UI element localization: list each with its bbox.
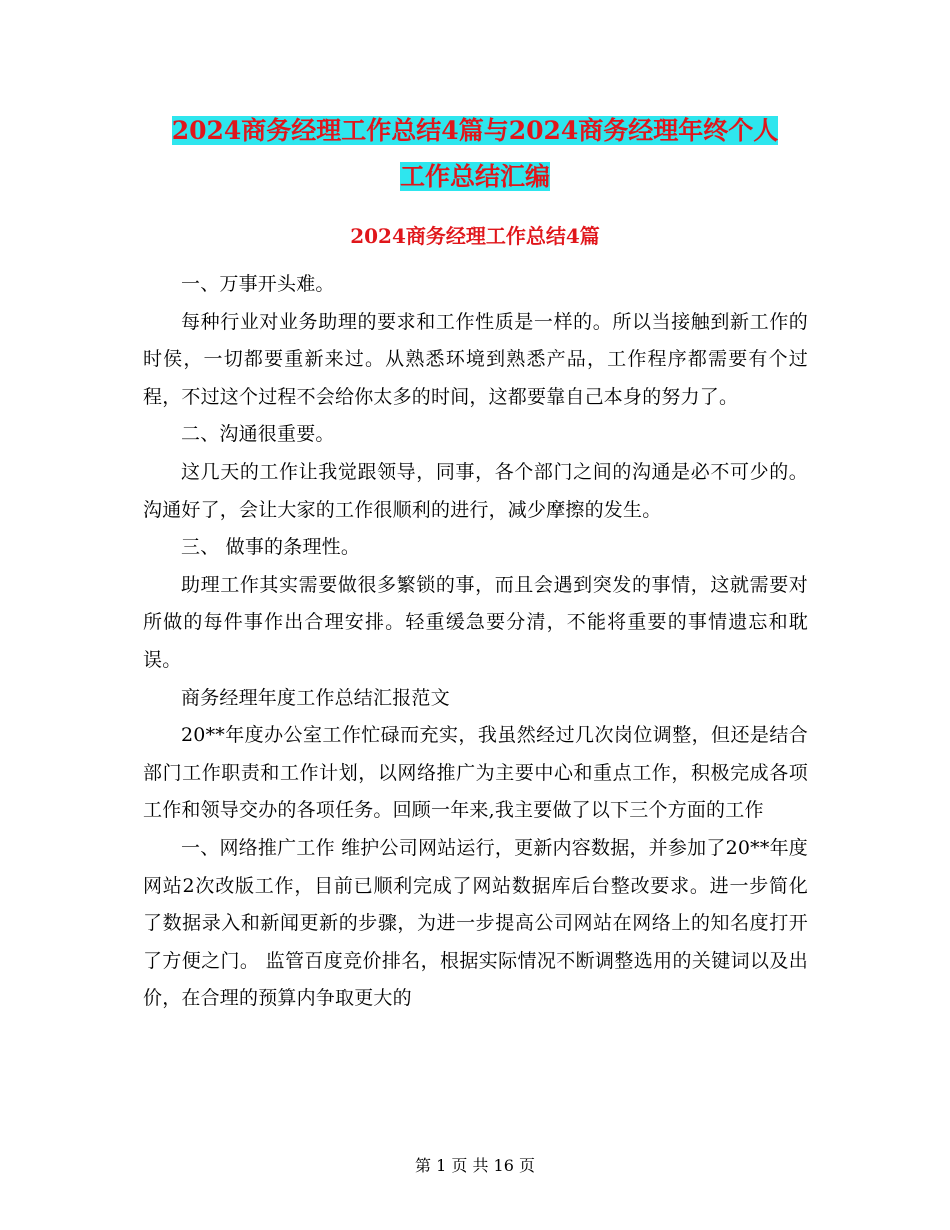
- paragraph: 二、沟通很重要。: [181, 423, 335, 446]
- paragraph: 20**年度办公室工作忙碌而充实，我虽然经过几次岗位调整，但还是结合部门工作职责和工作计划，以网络推广为主要中心和重点工作，积极完成各项工作和领导交办的各项任务。回顾一年来,我主要做了以下三个方面的工作: [143, 724, 808, 822]
- paragraph: 一、网络推广工作 维护公司网站运行，更新内容数据，并参加了20**年度网站2次改版工作，目前已顺利完成了网站数据库后台整改要求。进一步简化了数据录入和新闻更新的步骤，为进一步提高公司网站在网络上的知名度打开了方便之门。 监管百度竞价排名，根据实际情况不断调整选用的关键词以及出价，在合理的预算内争取更大的: [143, 836, 808, 1010]
- paragraph: 商务经理年度工作总结汇报范文: [181, 686, 450, 709]
- paragraph: 三、 做事的条理性。: [181, 536, 361, 559]
- page-number-footer: 第 1 页 共 16 页: [415, 1156, 535, 1175]
- title-line-1: 2024商务经理工作总结4篇与2024商务经理年终个人: [171, 116, 779, 145]
- paragraph: 一、万事开头难。: [181, 273, 335, 295]
- title-line-2: 工作总结汇编: [399, 162, 550, 191]
- paragraph: 这几天的工作让我觉跟领导，同事，各个部门之间的沟通是必不可少的。沟通好了，会让大家的工作很顺利的进行，减少摩擦的发生。: [143, 460, 808, 521]
- document-title: [145, 108, 805, 200]
- paragraph: 每种行业对业务助理的要求和工作性质是一样的。所以当接触到新工作的时侯，一切都要重新来过。从熟悉环境到熟悉产品，工作程序都需要有个过程，不过这个过程不会给你太多的时间，这都要靠自己本身的努力了。: [143, 310, 808, 408]
- paragraph: 助理工作其实需要做很多繁锁的事，而且会遇到突发的事情，这就需要对所做的每件事作出合理安排。轻重缓急要分清，不能将重要的事情遗忘和耽误。: [143, 573, 808, 671]
- section-title: 2024商务经理工作总结4篇: [350, 224, 600, 248]
- document-body: [143, 266, 808, 1018]
